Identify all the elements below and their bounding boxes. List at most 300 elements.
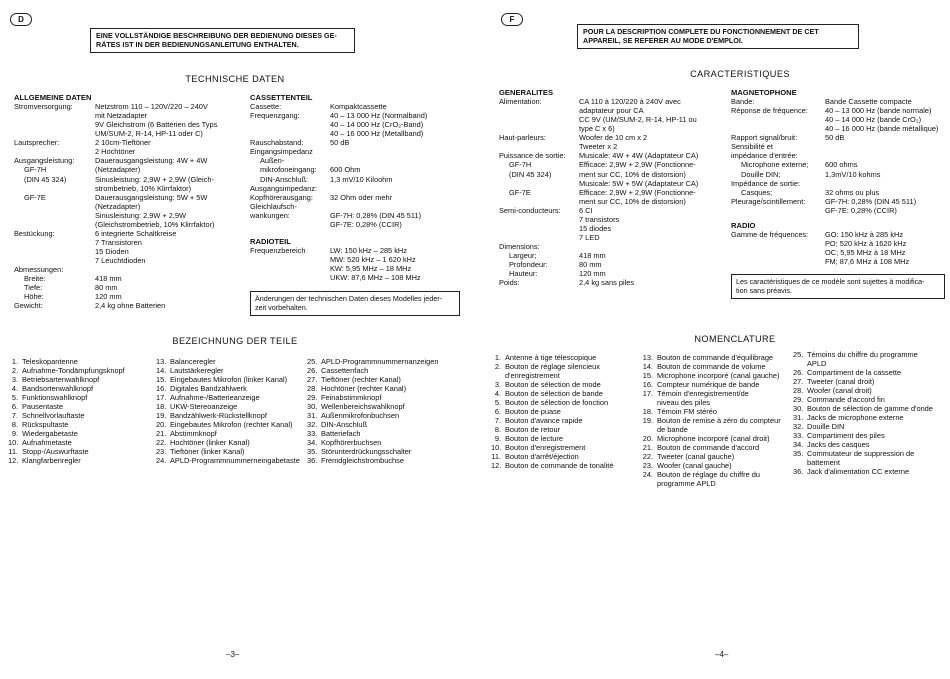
list-item	[156, 384, 314, 393]
spec-value: UKW: 87,6 MHz – 108 MHz	[330, 273, 421, 283]
spec-row	[499, 97, 727, 106]
item-number: 17.	[156, 393, 167, 403]
spec-key	[14, 120, 95, 129]
spec-key: Puissance de sortie:	[499, 151, 566, 161]
spec-value: Bande Cassette compacte	[825, 97, 912, 107]
item-label: Aufnahme-Tondämpfungsknopf	[22, 366, 125, 376]
item-number: 13.	[642, 353, 653, 362]
item-label: Stopp-/Auswurftaste	[22, 447, 89, 457]
item-label: Compartiment des piles	[807, 431, 885, 441]
spec-row	[250, 202, 472, 211]
spec-value: (Netzadapter)	[95, 201, 141, 211]
item-label: Bouton de sélection de gamme d'onde	[807, 404, 933, 414]
spec-value: Sinusleistung: 2,9W + 2,9W	[95, 210, 186, 220]
list-item	[641, 416, 801, 425]
list-item	[491, 461, 651, 470]
spec-value	[330, 202, 472, 211]
item-label: Bouton de réglage du chiffre du	[657, 470, 760, 480]
item-label: Eingebautes Mikrofon (rechter Kanal)	[170, 420, 293, 430]
item-label: Bouton de commande d'accord	[657, 443, 760, 453]
item-number: 11.	[8, 447, 18, 457]
page-french	[475, 0, 950, 679]
notice-line: POUR LA DESCRIPTION COMPLETE DU FONCTIONNEMENT DE CET	[583, 27, 819, 36]
page-number-de: –3–	[226, 650, 240, 659]
parts-list-col3-de	[307, 357, 472, 465]
spec-row	[14, 292, 246, 301]
spec-key: Poids:	[499, 277, 520, 287]
spec-row	[731, 170, 947, 179]
item-label: Aufnahme-/Batterieanzeige	[170, 393, 260, 403]
list-item	[307, 456, 472, 465]
spec-value: 7 Leuchtdioden	[95, 255, 146, 265]
spec-key: Abmessungen:	[14, 264, 64, 274]
list-item	[307, 447, 472, 456]
item-number: 5.	[11, 393, 18, 403]
spec-key	[250, 264, 330, 273]
spec-key	[731, 115, 825, 124]
item-number	[793, 458, 807, 467]
spec-key: Eingangsimpedanz	[250, 147, 313, 157]
item-label: Aufnahmetaste	[22, 438, 72, 448]
spec-value	[825, 142, 947, 151]
item-label: Bouton de réglage silencieux	[505, 362, 600, 372]
item-label: Bouton de sélection de mode	[505, 380, 601, 390]
spec-key: Réponse de fréquence:	[731, 106, 808, 116]
spec-key	[499, 233, 579, 242]
spec-value	[825, 179, 947, 188]
spec-key: Lautsprecher:	[14, 138, 60, 148]
spec-key: Stromversorgung:	[14, 102, 73, 112]
spec-row	[14, 165, 246, 174]
spec-row	[499, 124, 727, 133]
list-item	[8, 411, 158, 420]
spec-row	[250, 264, 472, 273]
spec-row	[499, 269, 727, 278]
spec-key	[14, 202, 95, 211]
spec-row	[14, 156, 246, 165]
item-number: 3.	[494, 380, 501, 390]
item-label: Funktionswahlknopf	[22, 393, 88, 403]
item-label: APLD	[807, 359, 827, 369]
spec-row	[731, 206, 947, 215]
item-number: 2.	[494, 362, 501, 372]
spec-value: MW: 520 kHz – 1 620 kHz	[330, 255, 416, 265]
spec-value: 50 dB	[825, 133, 845, 143]
spec-value: Sinusleistung: 2,9W + 2,9W (Gleich-	[95, 174, 214, 184]
spec-value: Dauerausgangsleistung: 4W + 4W	[95, 156, 208, 166]
item-number: 10.	[8, 438, 19, 448]
spec-value: GF-7H: 0,28% (DIN 45 511)	[825, 196, 917, 206]
spec-key	[14, 211, 95, 220]
general-heading: GENERALITES	[499, 88, 554, 97]
spec-row	[731, 248, 947, 257]
item-number	[641, 425, 657, 434]
spec-key: Douille DIN;	[741, 169, 781, 179]
item-label: Bouton de commande de tonalité	[505, 461, 614, 471]
spec-value: 40 – 16 000 Hz (Metallband)	[330, 129, 424, 139]
list-item	[156, 357, 314, 366]
list-item	[491, 389, 651, 398]
spec-row	[14, 229, 246, 238]
item-label: Tweeter (canal droit)	[807, 377, 875, 387]
spec-row	[250, 175, 472, 184]
list-item	[307, 411, 472, 420]
spec-key	[499, 215, 579, 224]
spec-value: 32 ohms ou plus	[825, 187, 880, 197]
spec-row	[14, 111, 246, 120]
spec-row	[731, 106, 947, 115]
item-label: Témoin d'enregistrement/de	[657, 389, 749, 399]
list-item	[491, 416, 651, 425]
item-label: Rückspultaste	[22, 420, 69, 430]
spec-row	[499, 224, 727, 233]
item-label: battement	[807, 458, 840, 468]
notice-line: EINE VOLLSTÄNDIGE BESCHREIBUNG DER BEDIENUNG DIESES GE-	[96, 31, 337, 40]
list-item	[491, 371, 651, 380]
spec-value: 600 ohms	[825, 160, 858, 170]
item-label: Commutateur de suppression de	[807, 449, 915, 459]
cassette-heading: CASSETTENTEIL	[250, 93, 313, 102]
spec-row	[14, 138, 246, 147]
list-item	[641, 389, 801, 398]
spec-key	[499, 124, 579, 133]
spec-key: (DIN 45 324)	[24, 174, 67, 184]
item-number: 20.	[642, 434, 653, 444]
spec-row	[499, 151, 727, 160]
item-label: Bouton de sélection de bande	[505, 389, 603, 399]
item-number: 22.	[642, 452, 653, 462]
list-item	[641, 425, 801, 434]
item-number: 33.	[307, 429, 318, 439]
spec-row	[499, 251, 727, 260]
item-number: 23.	[156, 447, 167, 457]
cassette-rows	[250, 102, 472, 228]
item-number: 15.	[156, 375, 167, 385]
spec-key: Bande:	[731, 97, 755, 107]
spec-value: UM/SUM-2, R-14, HP-11 oder C)	[95, 129, 203, 139]
item-number: 29.	[307, 393, 318, 403]
spec-key	[499, 106, 579, 115]
spec-value: 32 Ohm oder mehr	[330, 192, 393, 202]
magneto-rows	[731, 97, 947, 214]
item-label: APLD-Programmnummernanzeigen	[321, 357, 439, 366]
radio-specs-de	[250, 237, 472, 282]
list-item	[641, 470, 801, 479]
item-number	[641, 398, 657, 407]
item-label: Témoin FM stéréo	[657, 407, 717, 417]
item-number: 18.	[156, 402, 167, 412]
spec-key	[14, 129, 95, 138]
change-note-line: Les caractéristiques de ce modèle sont sujettes à modifica-	[736, 277, 925, 286]
spec-key: GF-7H	[24, 165, 47, 175]
spec-row	[250, 211, 472, 220]
item-number: 9.	[494, 434, 501, 444]
spec-value: ment sur CC, 10% de distorsion)	[579, 169, 686, 179]
list-item	[8, 375, 158, 384]
spec-key: Profondeur:	[509, 259, 548, 269]
notice-line: APPAREIL, SE REFERER AU MODE D'EMPLOI.	[583, 36, 743, 46]
list-item	[641, 398, 801, 407]
spec-row	[731, 197, 947, 206]
item-number: 28.	[793, 386, 804, 396]
general-specs-de	[14, 93, 246, 310]
item-label: Bouton de retour	[505, 425, 561, 435]
spec-key: impédance d'entrée:	[731, 151, 798, 161]
list-item	[156, 411, 314, 420]
spec-value: 120 mm	[95, 291, 122, 301]
list-item	[793, 359, 949, 368]
spec-row	[14, 220, 246, 229]
spec-key: Breite:	[24, 273, 46, 283]
spec-key: Sensibilité et	[731, 142, 773, 152]
item-number: 34.	[793, 440, 804, 450]
spec-key	[14, 247, 95, 256]
item-label: Bouton d'enregistrement	[505, 443, 586, 453]
item-number: 30.	[307, 402, 318, 412]
item-label: Batteriefach	[321, 429, 361, 439]
list-item	[8, 402, 158, 411]
item-number: 29.	[793, 395, 804, 405]
parts-list-col2-de	[156, 357, 314, 465]
spec-value: 2,4 kg sans piles	[579, 277, 635, 287]
list-item	[641, 407, 801, 416]
list-item	[307, 357, 472, 366]
spec-value: 40 – 14 000 Hz (CrO₂-Band)	[330, 120, 424, 130]
item-number	[491, 371, 505, 380]
item-label: Feinabstimmknopf	[321, 393, 382, 403]
item-number: 23.	[642, 461, 653, 471]
list-item	[793, 458, 949, 467]
item-number: 19.	[156, 411, 167, 421]
spec-value	[330, 184, 472, 193]
spec-value: 40 – 13 000 Hz (Normalband)	[330, 111, 428, 121]
spec-value: 418 mm	[95, 273, 122, 283]
list-item	[491, 434, 651, 443]
list-item	[307, 420, 472, 429]
spec-row	[14, 256, 246, 265]
item-label: Tweeter (canal gauche)	[657, 452, 735, 462]
item-number: 31.	[307, 411, 318, 421]
list-item	[491, 443, 651, 452]
radio-heading: RADIO	[731, 221, 756, 230]
spec-key	[14, 238, 95, 247]
spec-key: GF-7H	[509, 160, 532, 170]
item-number: 1.	[11, 357, 18, 366]
spec-row	[499, 170, 727, 179]
magneto-specs-fr	[731, 88, 947, 215]
list-item	[641, 434, 801, 443]
parts-list-col3-fr	[793, 350, 949, 476]
spec-row	[250, 102, 472, 111]
change-note-line: tion sans préavis.	[736, 286, 792, 296]
spec-row	[250, 147, 472, 156]
item-label: Bandzählwerk-Rückstellknopf	[170, 411, 267, 421]
spec-key	[14, 111, 95, 120]
spec-key: Kopfhörerausgang:	[250, 192, 313, 202]
spec-row	[14, 120, 246, 129]
spec-value: 7 transistors	[579, 214, 620, 224]
list-item	[793, 413, 949, 422]
spec-value: FM; 87,6 MHz à 108 MHz	[825, 257, 910, 267]
item-number: 7.	[11, 411, 18, 421]
general-rows	[14, 102, 246, 310]
spec-value: strombetrieb, 10% Klirrfaktor)	[95, 183, 192, 193]
item-number: 35.	[307, 447, 318, 457]
spec-key: Tiefe:	[24, 282, 43, 292]
spec-row	[731, 179, 947, 188]
item-number: 21.	[156, 429, 167, 439]
item-number: 16.	[156, 384, 167, 394]
item-number	[641, 479, 657, 488]
spec-value: 40 – 13 000 Hz (bande normale)	[825, 106, 932, 116]
item-number: 36.	[307, 456, 318, 466]
spec-value: Tweeter x 2	[579, 142, 618, 152]
magneto-heading: MAGNETOPHONE	[731, 88, 797, 97]
item-label: Bouton de lecture	[505, 434, 563, 444]
spec-row	[14, 193, 246, 202]
parts-title-fr: NOMENCLATURE	[694, 334, 776, 344]
spec-value: 1,3 mV/10 Kiloohm	[330, 174, 393, 184]
spec-key: Höhe:	[24, 291, 44, 301]
item-number: 17.	[642, 389, 653, 399]
item-number: 34.	[307, 438, 318, 448]
radio-rows	[731, 230, 947, 266]
spec-key	[14, 220, 95, 229]
spec-key	[14, 147, 95, 156]
spec-value: 418 mm	[579, 250, 606, 260]
item-number: 28.	[307, 384, 318, 394]
spec-key: Semi-conducteurs:	[499, 205, 561, 215]
list-item	[793, 449, 949, 458]
item-number: 4.	[11, 384, 18, 394]
item-label: Fremdgleichstrombuchse	[321, 456, 404, 466]
spec-key: Pleurage/scintillement:	[731, 196, 806, 206]
list-item	[641, 479, 801, 488]
spec-value: LW: 150 kHz – 285 kHz	[330, 246, 407, 256]
spec-row	[499, 160, 727, 169]
list-item	[307, 384, 472, 393]
spec-key	[731, 248, 825, 257]
spec-key: Microphone externe;	[741, 160, 809, 170]
item-number: 1.	[494, 353, 501, 362]
spec-value: PO; 520 kHz à 1620 kHz	[825, 239, 907, 249]
spec-key	[731, 257, 825, 266]
spec-value: 6 integrierte Schaltkreise	[95, 228, 177, 238]
spec-key	[14, 256, 95, 265]
item-label: Microphone incorporé (canal gauche)	[657, 371, 780, 381]
change-note-line: Änderungen der technischen Daten dieses Modelles jeder-	[255, 294, 442, 303]
spec-value	[330, 156, 472, 165]
language-badge-fr: F	[501, 13, 523, 26]
spec-title-de: TECHNISCHE DATEN	[185, 74, 285, 84]
spec-key: Bestückung:	[14, 228, 55, 238]
item-label: Microphone incorporé (canal droit)	[657, 434, 770, 444]
spec-row	[499, 179, 727, 188]
list-item	[641, 371, 801, 380]
item-number: 14.	[156, 366, 167, 376]
list-item	[641, 443, 801, 452]
item-number: 4.	[494, 389, 501, 399]
spec-value: 1,3mV/10 kohms	[825, 169, 881, 179]
spec-value: Kompaktcassette	[330, 102, 387, 112]
spec-row	[250, 156, 472, 165]
spec-key	[499, 142, 579, 151]
spec-value: 15 Dioden	[95, 246, 129, 256]
spec-key: Frequenzbereich	[250, 246, 306, 256]
general-rows	[499, 97, 727, 287]
list-item	[641, 452, 801, 461]
item-number: 3.	[11, 375, 18, 385]
parts-list-col1-de	[8, 357, 158, 465]
item-label: Woofer (canal gauche)	[657, 461, 732, 471]
item-label: d'enregistrement	[505, 371, 560, 381]
spec-key: Ausgangsleistung:	[14, 156, 75, 166]
item-label: Wellenbereichswahlknopf	[321, 402, 405, 412]
item-label: niveau des piles	[657, 398, 711, 408]
spec-row	[14, 175, 246, 184]
item-number: 25.	[307, 357, 318, 366]
item-number: 15.	[642, 371, 653, 381]
spec-row	[499, 133, 727, 142]
item-label: APLD-Programmnummerneingabetaste	[170, 456, 300, 466]
list-item	[793, 377, 949, 386]
item-label: Bouton d'arrêt/éjection	[505, 452, 579, 462]
general-heading: ALLGEMEINE DATEN	[14, 93, 92, 102]
spec-value: OC; 5,95 MHz à 18 MHz	[825, 248, 906, 258]
item-label: Kopfhörerbuchsen	[321, 438, 382, 448]
list-item	[156, 375, 314, 384]
spec-value	[330, 147, 472, 156]
spec-row	[14, 102, 246, 111]
item-number: 26.	[793, 368, 804, 378]
page-number-fr: –4–	[715, 650, 729, 659]
item-label: Abstimmknopf	[170, 429, 217, 439]
list-item	[491, 362, 651, 371]
item-label: Teleskopantenne	[22, 357, 78, 366]
list-item	[8, 456, 158, 465]
spec-row	[250, 120, 472, 129]
item-number: 10.	[491, 443, 502, 453]
spec-key: Dimensions:	[499, 241, 540, 251]
list-item	[307, 402, 472, 411]
spec-value: 120 mm	[579, 268, 606, 278]
spec-value: Efficace: 2,9W + 2,9W (Fonctionne-	[579, 187, 696, 197]
item-number: 27.	[793, 377, 804, 387]
item-label: Tieftöner (rechter Kanal)	[321, 375, 401, 385]
spec-row	[250, 255, 472, 264]
item-label: UKW-Stereoanzeige	[170, 402, 238, 412]
spec-value: adaptateur pour CA	[579, 106, 644, 116]
spec-value: 600 Ohm	[330, 165, 361, 175]
spec-key: DIN-Anschluß:	[260, 174, 309, 184]
item-number: 32.	[793, 422, 804, 432]
spec-row	[14, 274, 246, 283]
spec-row	[731, 151, 947, 160]
change-note-fr	[731, 274, 945, 299]
spec-row	[250, 138, 472, 147]
spec-row	[14, 238, 246, 247]
list-item	[8, 429, 158, 438]
item-label: Bouton d'avance rapide	[505, 416, 583, 426]
list-item	[8, 384, 158, 393]
spec-key: Cassette:	[250, 102, 282, 112]
spec-value: 15 diodes	[579, 223, 612, 233]
item-number: 22.	[156, 438, 167, 448]
spec-row	[731, 230, 947, 239]
spec-row	[499, 197, 727, 206]
spec-value: Musicale: 5W + 5W (Adaptateur CA)	[579, 178, 699, 188]
item-label: Jack d'alimentation CC externe	[807, 467, 910, 477]
